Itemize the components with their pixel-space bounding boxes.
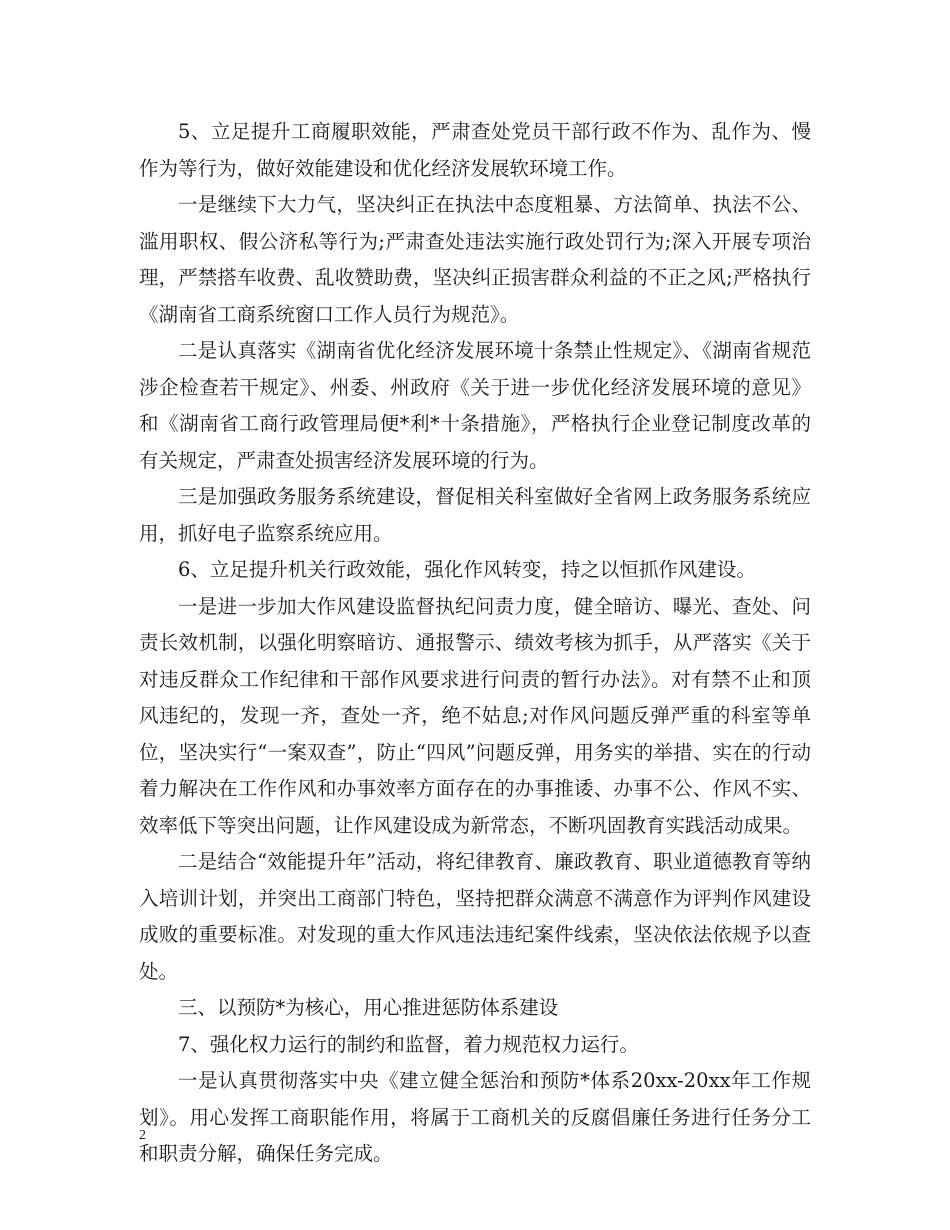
- paragraph: 一是进一步加大作风建设监督执纪问责力度，健全暗访、曝光、查处、问责长效机制，以强化明察暗访、通报警示、绩效考核为抓手，从严落实《关于对违反群众工作纪律和干部作风要求进行问责的暂行办法》。对有禁不止和顶风违纪的，发现一齐，查处一齐，绝不姑息;对作风问题反弹严重的科室等单位，坚决实行“一案双查”，防止“四风”问题反弹，用务实的举措、实在的行动着力解决在工作作风和办事效率方面存在的办事推诿、办事不公、作风不实、效率低下等突出问题，让作风建设成为新常态，不断巩固教育实践活动成果。: [139, 594, 811, 837]
- section-heading: 三、以预防*为核心，用心推进惩防体系建设: [178, 996, 559, 1019]
- paragraph: 一是认真贯彻落实中央《建立健全惩治和预防*体系20xx-20xx年工作规划》。用心发挥工商职能作用，将属于工商机关的反腐倡廉任务进行任务分工和职责分解，确保任务完成。: [139, 1069, 811, 1165]
- paragraph: 三是加强政务服务系统建设，督促相关科室做好全省网上政务服务系统应用，抓好电子监察系统应用。: [139, 485, 811, 545]
- paragraph: 6、立足提升机关行政效能，强化作风转变，持之以恒抓作风建设。: [178, 558, 756, 581]
- paragraph: 5、立足提升工商履职效能，严肃查处党员干部行政不作为、乱作为、慢作为等行为，做好效能建设和优化经济发展软环境工作。: [139, 120, 811, 180]
- paragraph: 二是认真落实《湖南省优化经济发展环境十条禁止性规定》、《湖南省规范涉企检查若干规定》、州委、州政府《关于进一步优化经济发展环境的意见》和《湖南省工商行政管理局便*利*十条措施》，严格执行企业登记制度改革的有关规定，严肃查处损害经济发展环境的行为。: [139, 339, 811, 472]
- paragraph: 二是结合“效能提升年”活动，将纪律教育、廉政教育、职业道德教育等纳入培训计划，并突出工商部门特色，坚持把群众满意不满意作为评判作风建设成败的重要标准。对发现的重大作风违法违纪案件线索，坚决依法依规予以查处。: [139, 850, 811, 983]
- page-number: 2: [139, 1128, 146, 1143]
- paragraph: 一是继续下大力气，坚决纠正在执法中态度粗暴、方法简单、执法不公、滥用职权、假公济私等行为;严肃查处违法实施行政处罚行为;深入开展专项治理，严禁搭车收费、乱收赞助费，坚决纠正损害群众利益的不正之风;严格执行《湖南省工商系统窗口工作人员行为规范》。: [139, 193, 811, 326]
- paragraph: 7、强化权力运行的制约和监督，着力规范权力运行。: [178, 1032, 639, 1056]
- document-body: [139, 114, 811, 1173]
